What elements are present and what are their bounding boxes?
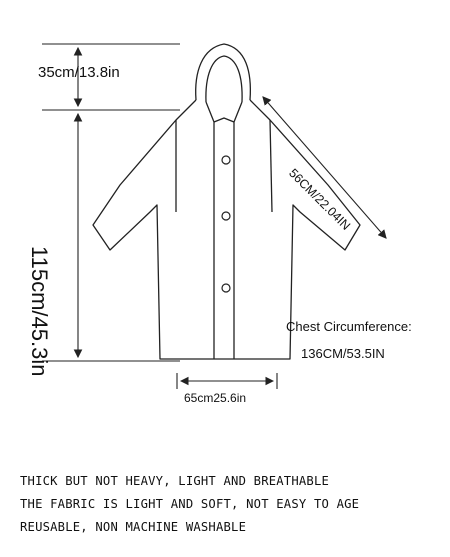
right-armhole-seam [270,120,272,212]
hood-height-label: 35cm/13.8in [38,64,120,81]
chest-circumference-label: Chest Circumference: [286,319,412,334]
placket-left [206,102,214,359]
placket-right [234,102,242,359]
chest-circumference-value: 136CM/53.5IN [301,346,385,361]
button-2 [222,212,230,220]
collar-line [214,118,234,122]
coat-left-side [93,100,222,359]
hood-opening [206,56,242,102]
feature-line-1: THICK BUT NOT HEAVY, LIGHT AND BREATHABLE [20,474,330,488]
feature-list [20,470,359,539]
hem-width-label: 65cm25.6in [184,391,247,405]
total-length-label: 115cm/45.3in [27,246,52,377]
feature-line-2: THE FABRIC IS LIGHT AND SOFT, NOT EASY TO AGE [20,497,360,511]
sleeve-length-label: 56CM/22.04IN [286,166,353,233]
button-1 [222,156,230,164]
sleeve-dim-arrow [263,97,386,238]
feature-line-3: REUSABLE, NON MACHINE WASHABLE [20,520,247,534]
button-3 [222,284,230,292]
coat-buttons [222,156,230,292]
